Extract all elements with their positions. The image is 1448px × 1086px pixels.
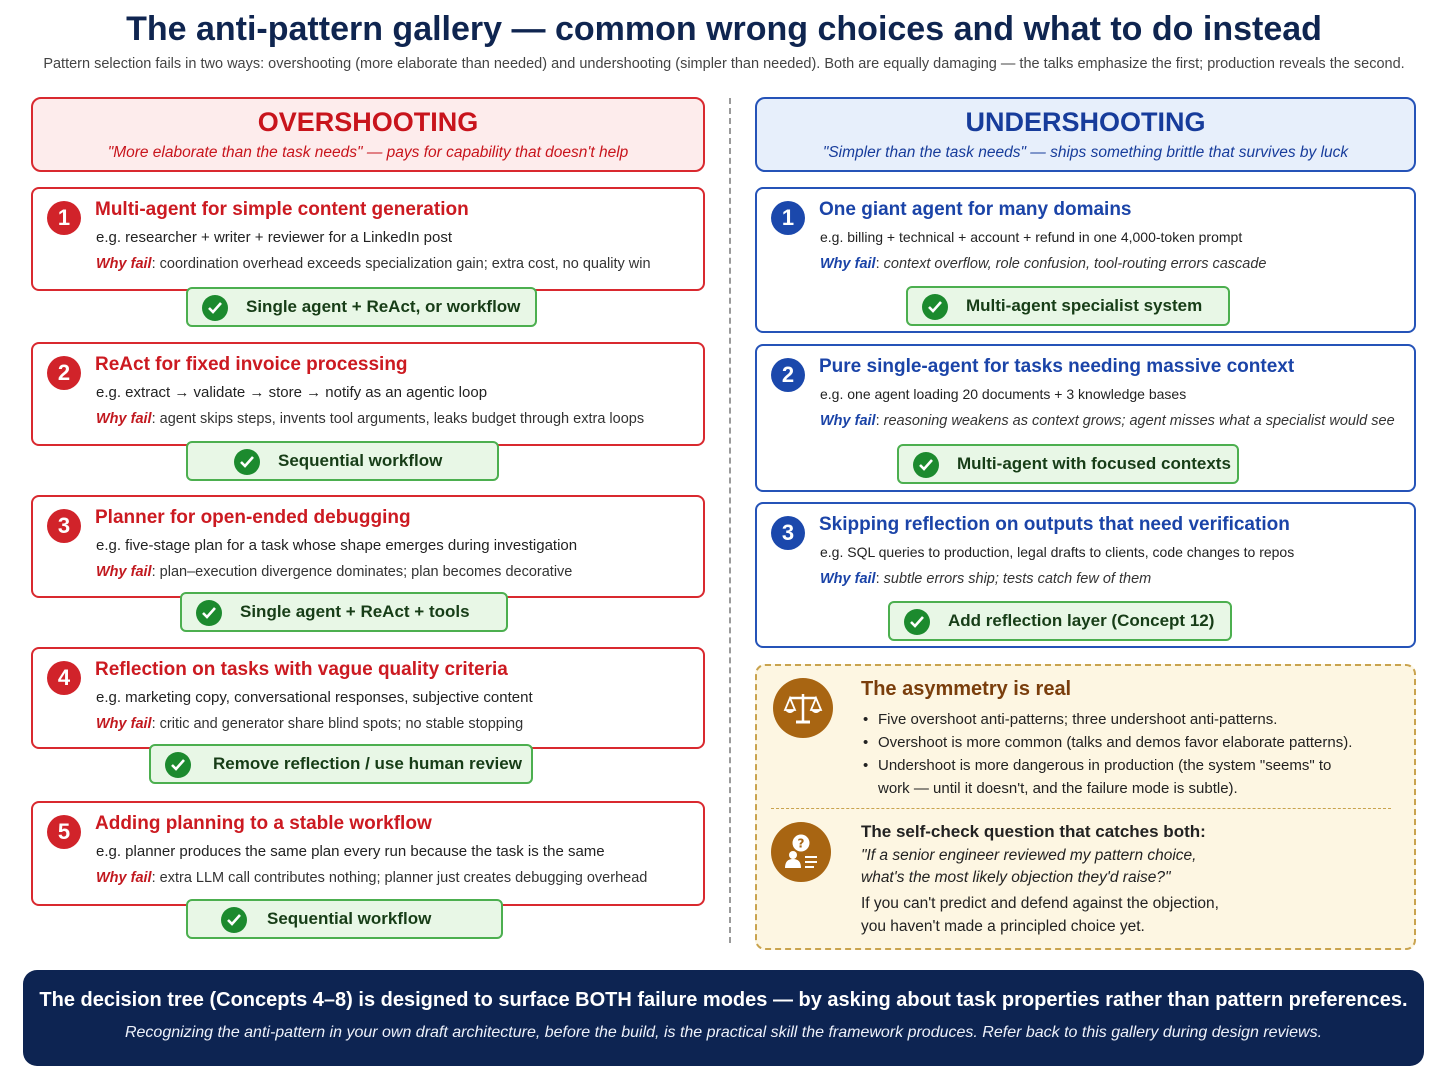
card-example: e.g. one agent loading 20 documents + 3 knowledge bases	[820, 386, 1187, 402]
overshooting-quote: "More elaborate than the task needs" — pays for capability that doesn't help	[107, 144, 629, 161]
asymmetry-bullet: • Overshoot is more common (talks and demos favor elaborate patterns).	[861, 731, 1352, 754]
undershoot-fix-1	[906, 286, 1230, 326]
card-example: e.g. billing + technical + account + refund in one 4,000-token prompt	[820, 229, 1243, 245]
card-example: e.g. marketing copy, conversational responses, subjective content	[96, 689, 533, 706]
check-icon	[221, 907, 247, 933]
overshooting-heading: OVERSHOOTING	[257, 107, 479, 137]
asymmetry-heading: The asymmetry is real	[861, 678, 1072, 700]
fix-label: Sequential workflow	[278, 451, 443, 470]
why-text: context overflow, role confusion, tool-routing errors cascade	[883, 256, 1267, 272]
overshoot-card-1	[31, 187, 705, 291]
overshoot-fix-5	[186, 899, 503, 939]
check-icon	[922, 294, 948, 320]
fix-label: Multi-agent with focused contexts	[957, 454, 1231, 473]
card-example: e.g. SQL queries to production, legal drafts to clients, code changes to repos	[820, 544, 1295, 560]
svg-text:?: ?	[797, 836, 805, 851]
check-icon	[904, 609, 930, 635]
overshoot-fix-2	[186, 441, 499, 481]
card-example: e.g. extract → validate → store → notify as an agentic loop	[96, 384, 488, 401]
page-subtitle: Pattern selection fails in two ways: overshooting (more elaborate than needed) and undershooting (simpler than needed). Both are equally damaging — the talks emphasize the first; production reveals the second.	[43, 56, 1405, 72]
card-title: Pure single-agent for tasks needing massive context	[819, 356, 1295, 377]
overshoot-fix-1	[186, 287, 537, 327]
footer-line-2: Recognizing the anti-pattern in your own draft architecture, before the build, is the practical skill the framework produces. Refer back to this gallery during design reviews.	[124, 1024, 1323, 1041]
fix-label: Sequential workflow	[267, 909, 432, 928]
why-text: plan–execution divergence dominates; plan becomes decorative	[159, 564, 573, 580]
why-label: Why fail	[820, 571, 876, 587]
card-title: ReAct for fixed invoice processing	[95, 354, 408, 375]
number-badge: 4	[47, 661, 81, 695]
card-title: Multi-agent for simple content generation	[95, 199, 469, 220]
why-label: Why fail	[96, 716, 152, 732]
card-example: e.g. five-stage plan for a task whose shape emerges during investigation	[96, 537, 578, 554]
card-why: Why fail: agent skips steps, invents tool arguments, leaks budget through extra loops	[96, 411, 645, 427]
number-badge: 5	[47, 815, 81, 849]
overshooting-header	[31, 97, 705, 172]
number-badge: 3	[771, 516, 805, 550]
card-title: Skipping reflection on outputs that need verification	[819, 514, 1290, 535]
card-why: Why fail: context overflow, role confusion, tool-routing errors cascade	[820, 256, 1267, 272]
undershooting-heading: UNDERSHOOTING	[965, 107, 1206, 137]
undershooting-header	[755, 97, 1416, 172]
undershoot-card-1	[755, 187, 1416, 333]
check-icon	[234, 449, 260, 475]
why-label: Why fail	[96, 256, 152, 272]
card-title: Adding planning to a stable workflow	[95, 813, 432, 834]
column-divider	[729, 98, 731, 943]
overshoot-card-5	[31, 801, 705, 906]
card-why: Why fail: subtle errors ship; tests catch few of them	[820, 571, 1152, 587]
self-check-question: "If a senior engineer reviewed my pattern choice, what's the most likely objection they'd raise?"	[861, 847, 1197, 886]
card-title: One giant agent for many domains	[819, 199, 1132, 220]
scales-icon	[773, 678, 833, 738]
card-example: e.g. researcher + writer + reviewer for a LinkedIn post	[96, 229, 453, 246]
fix-label: Add reflection layer (Concept 12)	[948, 611, 1215, 630]
fix-label: Single agent + ReAct + tools	[240, 602, 470, 621]
why-label: Why fail	[96, 411, 152, 427]
footer-banner	[23, 970, 1424, 1066]
why-text: critic and generator share blind spots; no stable stopping	[159, 716, 524, 732]
overshoot-fix-4	[149, 744, 533, 784]
why-text: subtle errors ship; tests catch few of them	[883, 571, 1152, 587]
asymmetry-bullet: • Undershoot is more dangerous in production (the system "seems" to work — until it doesn't, and the failure mode is subtle).	[861, 754, 1351, 800]
check-icon	[196, 600, 222, 626]
number-badge: 1	[771, 201, 805, 235]
fix-label: Multi-agent specialist system	[966, 296, 1203, 315]
fix-label: Remove reflection / use human review	[213, 754, 522, 773]
undershoot-fix-2	[897, 444, 1239, 484]
number-badge: 1	[47, 201, 81, 235]
self-check-footer: If you can't predict and defend against the objection, you haven't made a principled choice yet.	[861, 895, 1219, 935]
card-why: Why fail: plan–execution divergence dominates; plan becomes decorative	[96, 564, 573, 580]
overshoot-card-3	[31, 495, 705, 598]
fix-label: Single agent + ReAct, or workflow	[246, 297, 521, 316]
check-icon	[913, 452, 939, 478]
card-why: Why fail: reasoning weakens as context grows; agent misses what a specialist would see	[820, 413, 1395, 429]
card-example: e.g. planner produces the same plan every run because the task is the same	[96, 843, 605, 860]
footer-line-1: The decision tree (Concepts 4–8) is designed to surface BOTH failure modes — by asking about task properties rather than pattern preferences.	[39, 989, 1408, 1011]
why-text: extra LLM call contributes nothing; planner just creates debugging overhead	[159, 870, 648, 886]
undershoot-card-3	[755, 502, 1416, 648]
page-title: The anti-pattern gallery — common wrong choices and what to do instead	[126, 10, 1322, 48]
asymmetry-list	[861, 708, 1352, 800]
check-icon	[165, 752, 191, 778]
asymmetry-bullet: • Five overshoot anti-patterns; three undershoot anti-patterns.	[861, 708, 1352, 731]
undershoot-card-2	[755, 344, 1416, 492]
card-why: Why fail: extra LLM call contributes nothing; planner just creates debugging overhead	[96, 870, 648, 886]
card-why: Why fail: critic and generator share blind spots; no stable stopping	[96, 716, 524, 732]
overshoot-card-4	[31, 647, 705, 749]
why-label: Why fail	[820, 413, 876, 429]
check-icon	[202, 295, 228, 321]
card-title: Planner for open-ended debugging	[95, 507, 411, 528]
undershooting-quote: "Simpler than the task needs" — ships something brittle that survives by luck	[822, 144, 1349, 161]
card-title: Reflection on tasks with vague quality criteria	[95, 659, 508, 680]
overshoot-card-2	[31, 342, 705, 446]
overshoot-fix-3	[180, 592, 508, 632]
section-divider	[771, 808, 1391, 809]
why-text: reasoning weakens as context grows; agent misses what a specialist would see	[883, 413, 1395, 429]
why-label: Why fail	[96, 870, 152, 886]
asymmetry-panel	[755, 664, 1416, 950]
card-why: Why fail: coordination overhead exceeds specialization gain; extra cost, no quality win	[96, 256, 651, 272]
number-badge: 2	[47, 356, 81, 390]
number-badge: 2	[771, 358, 805, 392]
undershoot-fix-3	[888, 601, 1232, 641]
self-check-heading: The self-check question that catches both:	[861, 822, 1206, 841]
why-label: Why fail	[96, 564, 152, 580]
why-text: coordination overhead exceeds specialization gain; extra cost, no quality win	[159, 256, 651, 272]
number-badge: 3	[47, 509, 81, 543]
question-person-icon	[771, 822, 831, 882]
why-label: Why fail	[820, 256, 876, 272]
why-text: agent skips steps, invents tool arguments, leaks budget through extra loops	[159, 411, 645, 427]
